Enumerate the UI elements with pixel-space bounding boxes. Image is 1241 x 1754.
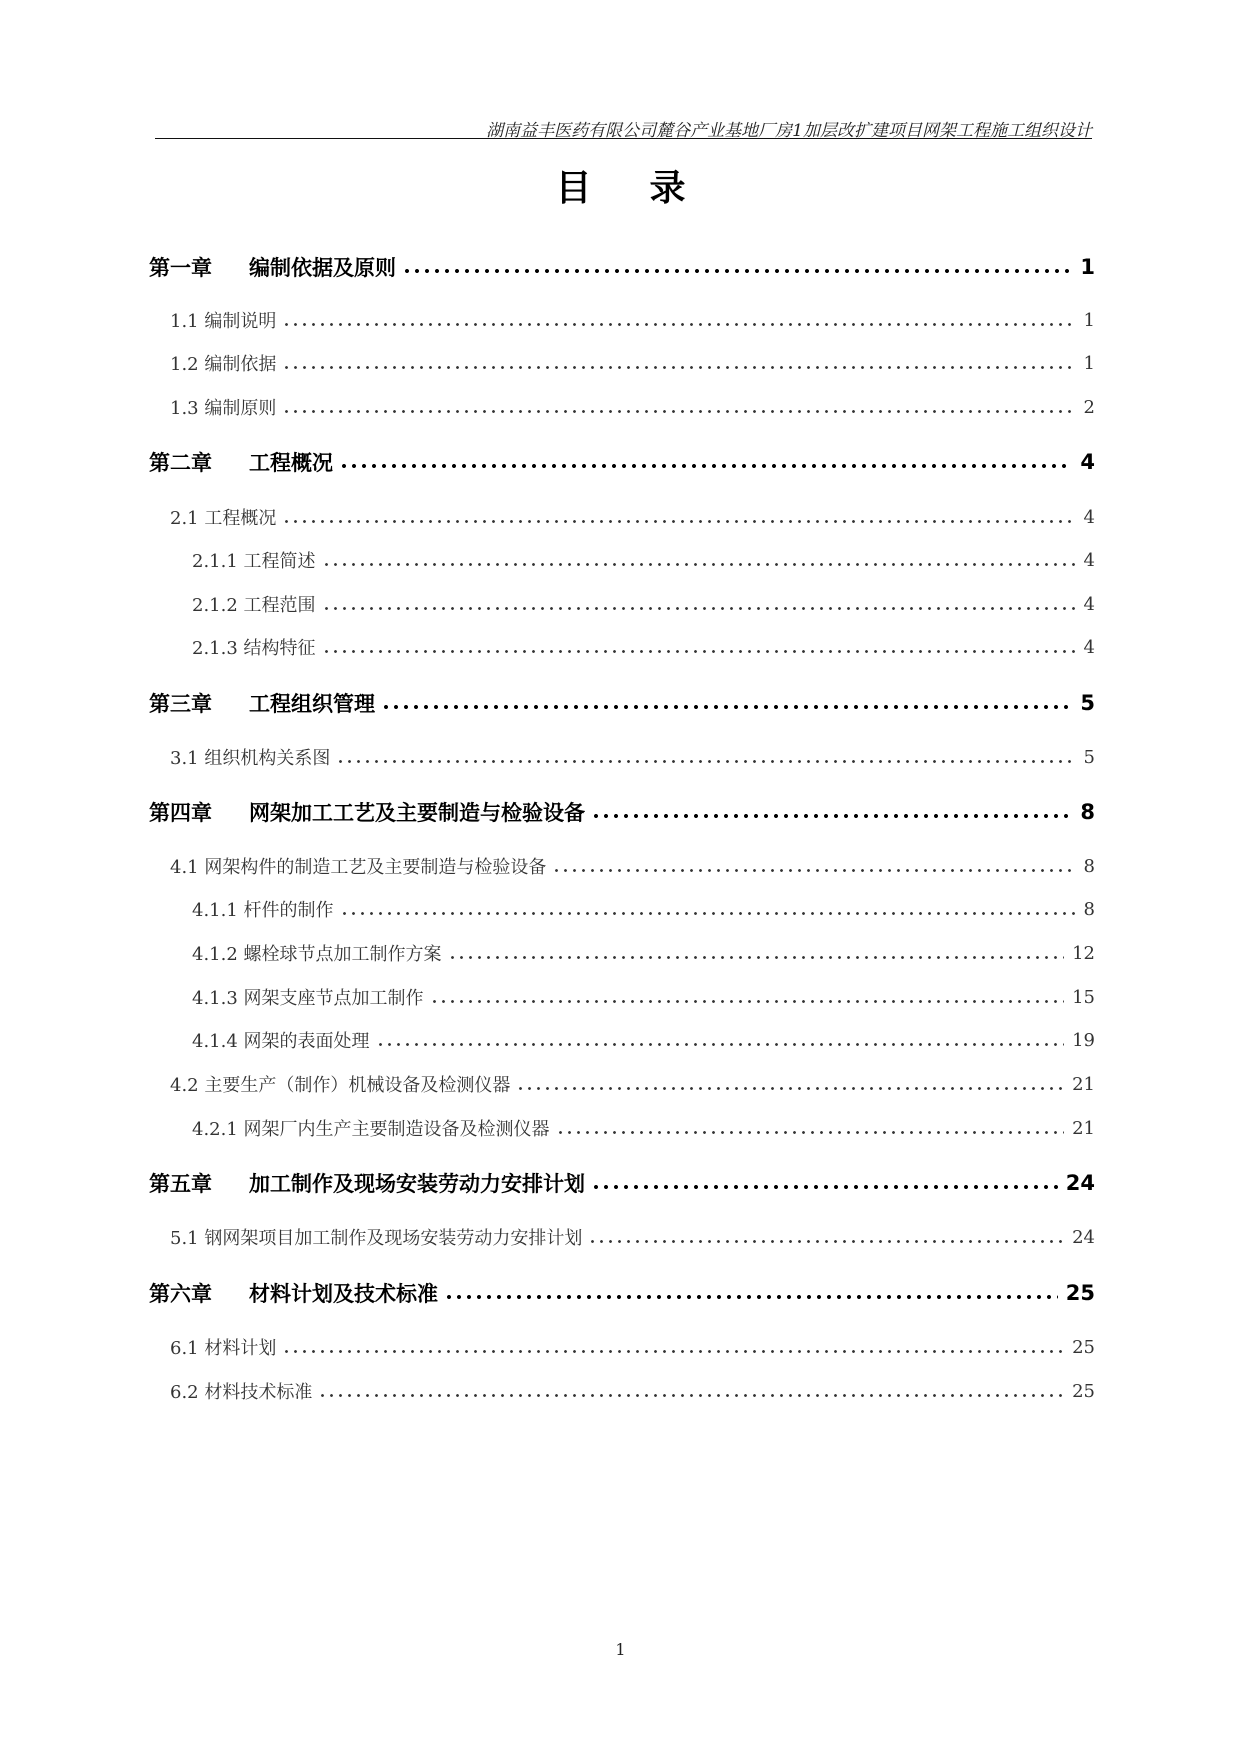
toc-entry-label (192, 591, 322, 617)
toc-page-number: 4 (1083, 549, 1095, 571)
toc-entry-title: 加工制作及现场安装劳动力安排计划 (249, 1172, 585, 1196)
toc-dot-leader (376, 1031, 1065, 1049)
toc-entry[interactable] (192, 631, 1095, 663)
toc-entry-label (192, 547, 322, 573)
toc-dot-leader (591, 803, 1072, 821)
toc-entry-title: 2.1 工程概况 (170, 508, 277, 529)
toc-entry-title: 5.1 钢网架项目加工制作及现场安装劳动力安排计划 (170, 1228, 583, 1249)
toc-entry-label (192, 984, 430, 1010)
toc-entry-title: 6.1 材料计划 (170, 1338, 277, 1359)
toc-dot-leader (444, 1284, 1058, 1302)
toc-page-number: 4 (1080, 450, 1095, 474)
toc-page-number: 21 (1072, 1073, 1095, 1095)
toc-chapter-entry[interactable] (149, 687, 1095, 719)
toc-chapter-entry[interactable] (149, 251, 1095, 283)
toc-entry-title: 4.1.2 螺栓球节点加工制作方案 (192, 944, 442, 965)
toc-page-number: 4 (1083, 636, 1095, 658)
toc-page-number: 12 (1072, 942, 1095, 964)
toc-entry-title: 网架加工工艺及主要制造与检验设备 (249, 801, 585, 825)
toc-chapter-number: 第一章 (149, 256, 212, 280)
toc-dot-leader (282, 508, 1075, 526)
toc-page-number: 4 (1083, 506, 1095, 528)
toc-page-number: 8 (1083, 855, 1095, 877)
toc-chapter-entry[interactable] (149, 796, 1095, 828)
toc-dot-leader (318, 1382, 1064, 1400)
running-header: 湖南益丰医药有限公司麓谷产业基地厂房1加层改扩建项目网架工程施工组织设计 (486, 121, 1092, 141)
toc-page-number: 21 (1072, 1117, 1095, 1139)
toc-page-number: 25 (1065, 1281, 1095, 1305)
toc-entry-label (192, 634, 322, 660)
toc-dot-leader (402, 258, 1072, 276)
toc-entry[interactable] (170, 1375, 1095, 1407)
toc-dot-leader (556, 1119, 1065, 1137)
toc-page-number: 8 (1083, 898, 1095, 920)
toc-dot-leader (322, 595, 1075, 613)
toc-chapter-number: 第三章 (149, 692, 212, 716)
toc-entry[interactable] (170, 501, 1095, 533)
toc-chapter-number: 第二章 (149, 451, 212, 475)
toc-entry-title: 工程概况 (249, 451, 333, 475)
toc-dot-leader (336, 748, 1075, 766)
toc-entry[interactable] (170, 391, 1095, 423)
toc-entry-label (170, 394, 282, 420)
toc-entry-label (192, 1027, 376, 1053)
toc-entry-label (149, 688, 381, 718)
toc-entry[interactable] (170, 1221, 1095, 1253)
toc-page-number: 1 (1083, 352, 1095, 374)
toc-entry[interactable] (170, 1068, 1095, 1100)
toc-chapter-entry[interactable] (149, 446, 1095, 478)
toc-dot-leader (381, 694, 1072, 712)
toc-entry[interactable] (192, 1112, 1095, 1144)
page-number: 1 (615, 1640, 626, 1659)
toc-entry-title: 材料计划及技术标准 (249, 1282, 438, 1306)
toc-entry[interactable] (192, 1024, 1095, 1056)
toc-entry-label (170, 1334, 282, 1360)
toc-dot-leader (282, 311, 1075, 329)
toc-entry-title: 1.3 编制原则 (170, 398, 277, 419)
toc-entry-label (170, 1071, 516, 1097)
toc-entry-title: 4.1.4 网架的表面处理 (192, 1031, 370, 1052)
toc-entry-label (149, 252, 402, 282)
toc-entry-title: 1.2 编制依据 (170, 354, 277, 375)
toc-entry-label (170, 1378, 318, 1404)
toc-dot-leader (340, 900, 1075, 918)
toc-entry-title: 工程组织管理 (249, 692, 375, 716)
toc-entry-label (192, 1115, 556, 1141)
toc-entry-label (192, 940, 448, 966)
toc-chapter-number: 第四章 (149, 801, 212, 825)
toc-page-number: 25 (1072, 1380, 1095, 1402)
toc-entry-label (170, 1224, 588, 1250)
toc-page-number: 15 (1072, 986, 1095, 1008)
toc-dot-leader (591, 1174, 1058, 1192)
toc-page-number: 4 (1083, 593, 1095, 615)
toc-entry-title: 4.1 网架构件的制造工艺及主要制造与检验设备 (170, 857, 547, 878)
toc-entry[interactable] (170, 741, 1095, 773)
toc-page-number: 2 (1083, 396, 1095, 418)
toc-entry-label (170, 307, 282, 333)
toc-entry-label (149, 1168, 591, 1198)
page-title: 目录 (555, 168, 744, 209)
toc-dot-leader (552, 857, 1075, 875)
toc-dot-leader (516, 1075, 1064, 1093)
toc-entry[interactable] (192, 588, 1095, 620)
toc-dot-leader (322, 551, 1075, 569)
toc-chapter-number: 第五章 (149, 1172, 212, 1196)
toc-entry-label (170, 744, 336, 770)
toc-page-number: 1 (1080, 255, 1095, 279)
toc-entry-title: 4.1.1 杆件的制作 (192, 900, 334, 921)
toc-entry-title: 2.1.1 工程简述 (192, 551, 316, 572)
toc-chapter-entry[interactable] (149, 1167, 1095, 1199)
toc-entry-label (170, 504, 282, 530)
toc-page-number: 1 (1083, 309, 1095, 331)
toc-dot-leader (282, 354, 1075, 372)
toc-entry[interactable] (170, 304, 1095, 336)
toc-entry-title: 6.2 材料技术标准 (170, 1382, 313, 1403)
toc-entry-title: 2.1.3 结构特征 (192, 638, 316, 659)
toc-entry[interactable] (170, 850, 1095, 882)
toc-entry[interactable] (192, 981, 1095, 1013)
toc-entry-label (149, 447, 339, 477)
toc-page-number: 5 (1083, 746, 1095, 768)
toc-entry-title: 4.2 主要生产（制作）机械设备及检测仪器 (170, 1075, 511, 1096)
toc-entry-label (170, 853, 552, 879)
toc-chapter-number: 第六章 (149, 1282, 212, 1306)
toc-dot-leader (282, 398, 1075, 416)
toc-dot-leader (588, 1228, 1064, 1246)
toc-chapter-entry[interactable] (149, 1277, 1095, 1309)
toc-page-number: 24 (1072, 1226, 1095, 1248)
toc-dot-leader (339, 453, 1072, 471)
toc-dot-leader (430, 988, 1065, 1006)
toc-entry[interactable] (192, 893, 1095, 925)
toc-entry-title: 2.1.2 工程范围 (192, 595, 316, 616)
toc-entry-title: 4.1.3 网架支座节点加工制作 (192, 988, 424, 1009)
toc-entry-label (149, 797, 591, 827)
toc-entry[interactable] (170, 1331, 1095, 1363)
toc-entry-label (149, 1278, 444, 1308)
toc-entry-title: 4.2.1 网架厂内生产主要制造设备及检测仪器 (192, 1119, 550, 1140)
toc-entry[interactable] (170, 347, 1095, 379)
toc-dot-leader (322, 638, 1075, 656)
toc-entry[interactable] (192, 937, 1095, 969)
toc-entry-label (170, 350, 282, 376)
toc-page-number: 24 (1065, 1171, 1095, 1195)
toc-dot-leader (448, 944, 1065, 962)
toc-page-number: 19 (1072, 1029, 1095, 1051)
toc-entry[interactable] (192, 544, 1095, 576)
toc-entry-title: 3.1 组织机构关系图 (170, 748, 331, 769)
toc-entry-title: 1.1 编制说明 (170, 311, 277, 332)
toc-page-number: 8 (1080, 800, 1095, 824)
toc-entry-title: 编制依据及原则 (249, 256, 396, 280)
toc-dot-leader (282, 1338, 1064, 1356)
toc-page-number: 5 (1080, 691, 1095, 715)
toc-entry-label (192, 896, 340, 922)
toc-page-number: 25 (1072, 1336, 1095, 1358)
